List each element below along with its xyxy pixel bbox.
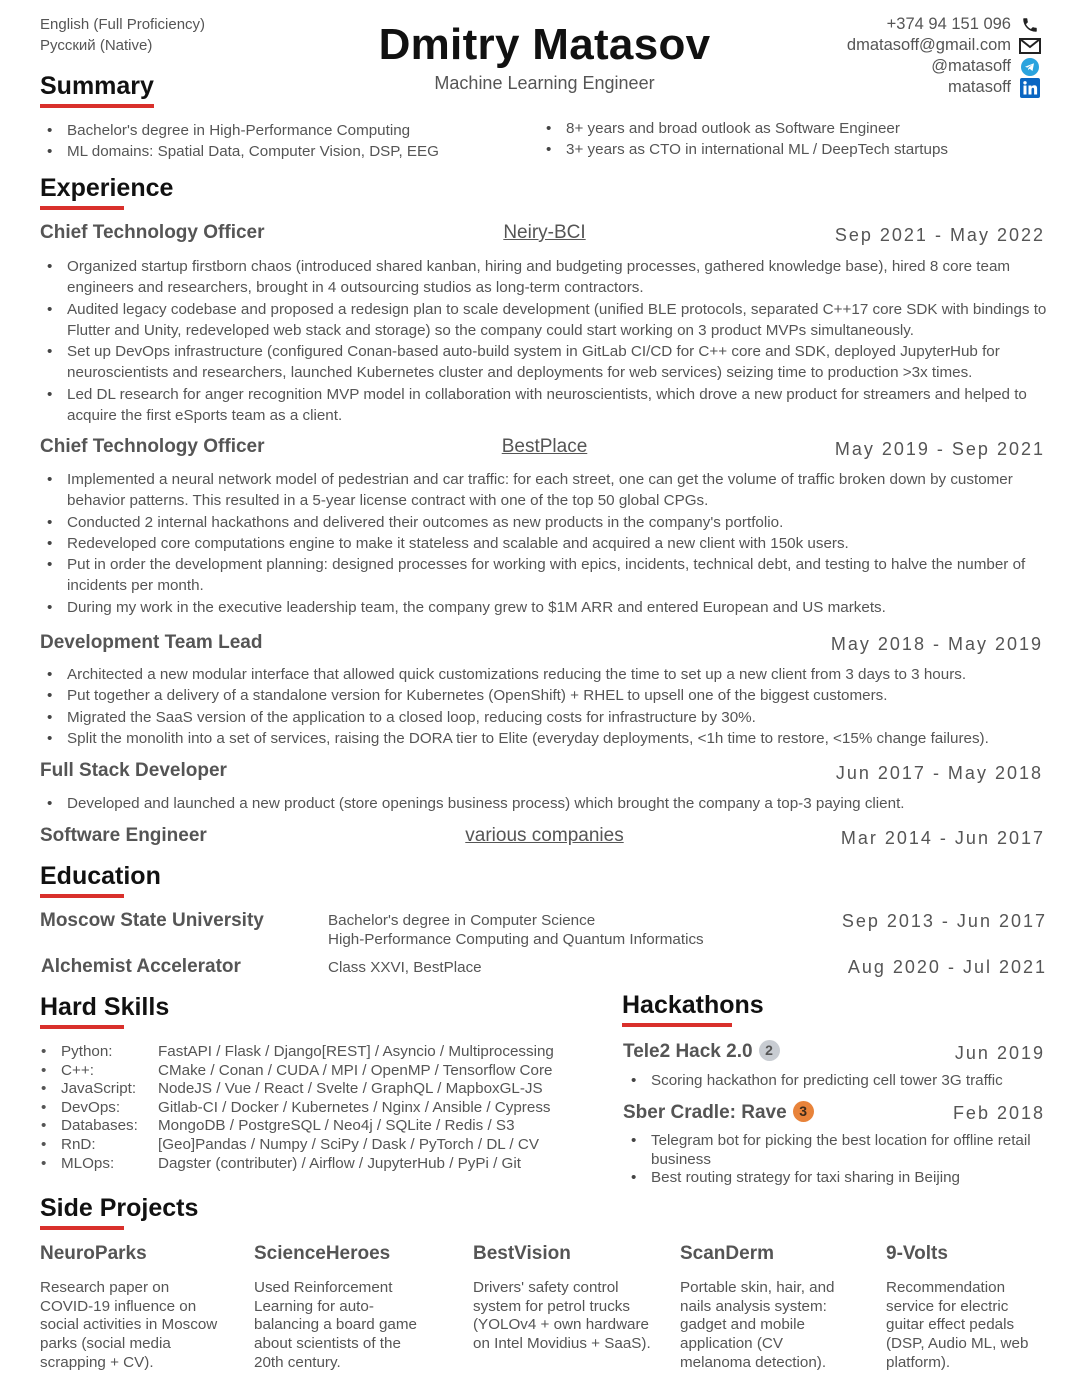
skills-row: • C++: CMake / Conan / CUDA / MPI / OpenMP / Tensorflow Core [41,1061,553,1079]
job-bullets [41,256,1051,426]
skills-row: • Databases: MongoDB / PostgreSQL / Neo4j / SQLite / Redis / S3 [41,1117,515,1135]
project-name: BestVision [473,1243,571,1264]
project-card [473,1243,653,1354]
project-card [680,1243,856,1373]
skill-list: FastAPI / Flask / Django[REST] / Asyncio / Multiprocessing [158,1043,554,1060]
experience-title: Experience [40,174,174,202]
job-bullet: • Conducted 2 internal hackathons and delivered their outcomes as new products in the company's portfolio. [41,512,1051,533]
skill-category: DevOps: [61,1098,121,1116]
phone-text[interactable]: +374 94 151 096 [886,15,1011,33]
skills-table [41,1043,611,1173]
job-bullet: • Organized startup firstborn chaos (introduced shared kanban, hiring and budgeting processes, gathered knowledge base), hired 8 core team engineers and researchers, brought in 4 outsourcing studios as long-term contractors. [41,256,1051,299]
job-date: Jun 2017 - May 2018 [835,763,1043,783]
education-school: Moscow State University [40,910,264,931]
linkedin-icon [1019,79,1041,97]
summary-item: • 3+ years as CTO in international ML / DeepTech startups [540,139,1040,160]
job-role: Chief Technology Officer [40,222,265,243]
telegram-text[interactable]: @matasoff [931,57,1011,75]
job-bullet: • Split the monolith into a set of services, raising the DORA tier to Elite (everyday deployments, <1h time to restore, <15% change failures). [41,728,1051,749]
education-degree: Bachelor's degree in Computer Science [328,912,596,929]
job-bullet: • Migrated the SaaS version of the application to a closed loop, reducing costs for infrastructure by 30%. [41,707,1051,728]
hard-skills-title: Hard Skills [40,993,170,1021]
side-projects-title: Side Projects [40,1194,199,1222]
place-badge: 3 [793,1101,814,1122]
skills-row: • RnD: [Geo]Pandas / Numpy / SciPy / Dask / PyTorch / DL / CV [41,1135,539,1153]
hackathon-bullet: • Scoring hackathon for predicting cell tower 3G traffic [625,1070,1045,1091]
job-bullet: • During my work in the executive leadership team, the company grew to $1M ARR and entered European and US markets. [41,597,1051,618]
hard-skills-heading [40,993,169,1029]
job-date: May 2019 - Sep 2021 [834,439,1045,459]
telegram-icon [1019,58,1041,76]
summary-item: • ML domains: Spatial Data, Computer Vision, DSP, EEG [41,141,521,162]
company-link[interactable]: Neiry-BCI [503,222,586,243]
hackathon-title: Sber Cradle: Rave [623,1102,787,1123]
project-description: Portable skin, hair, and nails analysis system: gadget and mobile application (CV melanoma detection). [680,1279,835,1371]
contacts [847,14,1041,98]
project-card [40,1243,220,1373]
experience-heading [40,174,173,210]
project-card [886,1243,1046,1373]
job-bullet: • Put in order the development planning: designed processes for working with epics, incidents, technical debt, and testing to halve the number of incidents per month. [41,554,1051,597]
skill-category: C++: [61,1061,94,1079]
experience-underline [40,206,124,210]
skill-category: Python: [61,1043,113,1060]
skills-row: • JavaScript: NodeJS / Vue / React / Svelte / GraphQL / MapboxGL-JS [41,1080,543,1098]
side-projects-heading [40,1194,198,1230]
place-badge: 2 [759,1040,780,1061]
education-underline [40,894,124,898]
summary-heading [40,72,154,108]
education-date: Sep 2013 - Jun 2017 [841,911,1047,931]
job-bullets [41,664,1051,749]
job-date: Sep 2021 - May 2022 [834,225,1045,245]
skill-category: Databases: [61,1117,138,1135]
job-bullets [41,793,1051,814]
hackathon-bullet: • Best routing strategy for taxi sharing in Beijing [625,1169,1045,1188]
summary-right-list [540,118,1040,161]
project-card [254,1243,432,1373]
education-date: Aug 2020 - Jul 2021 [847,957,1047,977]
hackathon-date: Feb 2018 [952,1103,1045,1123]
project-name: ScanDerm [680,1243,774,1264]
hackathons-underline [622,1023,732,1027]
hackathon-name [623,1101,814,1124]
education-school: Alchemist Accelerator [41,956,241,977]
job-bullet: • Put together a delivery of a standalone version for Kubernetes (OpenShift) + RHEL to upsell one of the biggest customers. [41,685,1051,706]
contact-telegram[interactable] [847,56,1041,77]
job-bullet: • Developed and launched a new product (store openings business process) which brought the company a top-3 paying client. [41,793,1051,814]
job-role: Full Stack Developer [40,760,227,781]
skill-list: MongoDB / PostgreSQL / Neo4j / SQLite / Redis / S3 [158,1117,515,1135]
job-bullet: • Led DL research for anger recognition MVP model in collaboration with neuroscientists, which drove a new product for streamers and helped to acquire the first eSports team as a client. [41,384,1051,427]
job-bullet: • Implemented a neural network model of pedestrian and car traffic: for each street, one can get the volume of traffic broken down by customer behavior patterns. This resulted in a 5-year license contract with one of the top 50 global CPGs. [41,469,1051,512]
education-title: Education [40,862,161,890]
education-details [328,911,704,949]
summary-left-list [41,120,521,163]
project-name: ScienceHeroes [254,1243,391,1264]
project-name: 9-Volts [886,1243,948,1264]
contact-email[interactable] [847,35,1041,56]
job-bullets [41,469,1051,618]
hackathon-title: Tele2 Hack 2.0 [623,1041,753,1062]
hackathon-date: Jun 2019 [954,1043,1045,1063]
company-link[interactable]: various companies [465,825,624,846]
summary-underline [40,104,154,108]
job-bullet: • Redeveloped core computations engine to make it stateless and scalable and acquired a new client with 150k users. [41,533,1051,554]
skill-category: JavaScript: [61,1080,137,1098]
job-role: Chief Technology Officer [40,436,265,457]
summary-item: • 8+ years and broad outlook as Software Engineer [540,118,1040,139]
project-description: Recommendation service for electric guitar effect pedals (DSP, Audio ML, web platform). [886,1279,1029,1371]
skills-row: • Python: FastAPI / Flask / Django[REST] / Asyncio / Multiprocessing [41,1043,554,1060]
skill-category: RnD: [61,1135,96,1153]
skills-row: • DevOps: Gitlab-CI / Docker / Kubernetes / Nginx / Ansible / Cypress [41,1098,551,1116]
phone-icon [1019,16,1041,34]
skills-row: • MLOps: Dagster (contributer) / Airflow / JupyterHub / PyPi / Git [41,1154,521,1172]
summary-item: • Bachelor's degree in High-Performance Computing [41,120,521,141]
hackathon-bullets [625,1070,1045,1091]
company-link[interactable]: BestPlace [501,436,588,457]
skill-category: MLOps: [61,1154,115,1172]
project-description: Research paper on COVID-19 influence on social activities in Moscow parks (social media scrapping + CV). [40,1279,218,1371]
skill-list: [Geo]Pandas / Numpy / SciPy / Dask / PyTorch / DL / CV [158,1135,539,1153]
education-heading [40,862,161,898]
hackathons-title: Hackathons [622,991,764,1019]
side-projects-underline [40,1226,124,1230]
hard-skills-underline [40,1025,124,1029]
candidate-title: Machine Learning Engineer [434,73,655,93]
linkedin-text[interactable]: matasoff [948,78,1011,96]
project-description: Drivers' safety control system for petrol trucks (YOLOv4 + own hardware on Intel Movidius + SaaS). [473,1279,651,1353]
skill-list: CMake / Conan / CUDA / MPI / OpenMP / Tensorflow Core [158,1061,553,1079]
skill-list: Gitlab-CI / Docker / Kubernetes / Nginx / Ansible / Cypress [158,1098,551,1116]
summary-title: Summary [40,72,154,100]
job-date: May 2018 - May 2019 [830,634,1043,654]
job-date: Mar 2014 - Jun 2017 [840,828,1045,848]
project-description: Used Reinforcement Learning for auto-balancing a board game about scientists of the 20th century. [254,1279,417,1371]
job-bullet: • Audited legacy codebase and proposed a redesign plan to scale development (unified BLE protocols, separated C++17 core SDK with bindings to Flutter and Unity, redeveloped web stack and storage) so the company could start working on 3 product MVPs simultaneously. [41,299,1051,342]
job-bullet: • Architected a new modular interface that allowed quick customizations reducing the time to set up a new client from 3 days to 3 hours. [41,664,1051,685]
contact-linkedin[interactable] [847,77,1041,98]
candidate-name: Dmitry Matasov [378,20,711,69]
project-name: NeuroParks [40,1243,147,1264]
mail-icon [1019,37,1041,55]
hackathon-bullets [625,1132,1045,1188]
hackathon-name [623,1040,780,1063]
language-english: English (Full Proficiency) [40,16,206,33]
language-russian: Русский (Native) [40,37,153,54]
skill-list: Dagster (contributer) / Airflow / JupyterHub / PyPi / Git [158,1154,521,1172]
job-bullet: • Set up DevOps infrastructure (configured Conan-based auto-build system in GitLab CI/CD for C++ core and SDK, deployed JupyterHub for neuroscientists and researchers, launched Kubernetes cluster and deployments for web services) seizing time to production >3x times. [41,341,1051,384]
job-role: Development Team Lead [40,632,263,653]
skill-list: NodeJS / Vue / React / Svelte / GraphQL / MapboxGL-JS [158,1080,543,1098]
contact-phone[interactable] [847,14,1041,35]
hackathon-bullet: • Telegram bot for picking the best location for offline retail business [625,1132,1045,1169]
education-program: High-Performance Computing and Quantum Informatics [328,931,704,948]
job-role: Software Engineer [40,825,207,846]
hackathons-heading [622,991,764,1027]
education-degree: Class XXVI, BestPlace [328,959,482,976]
email-text[interactable]: dmatasoff@gmail.com [846,36,1011,54]
